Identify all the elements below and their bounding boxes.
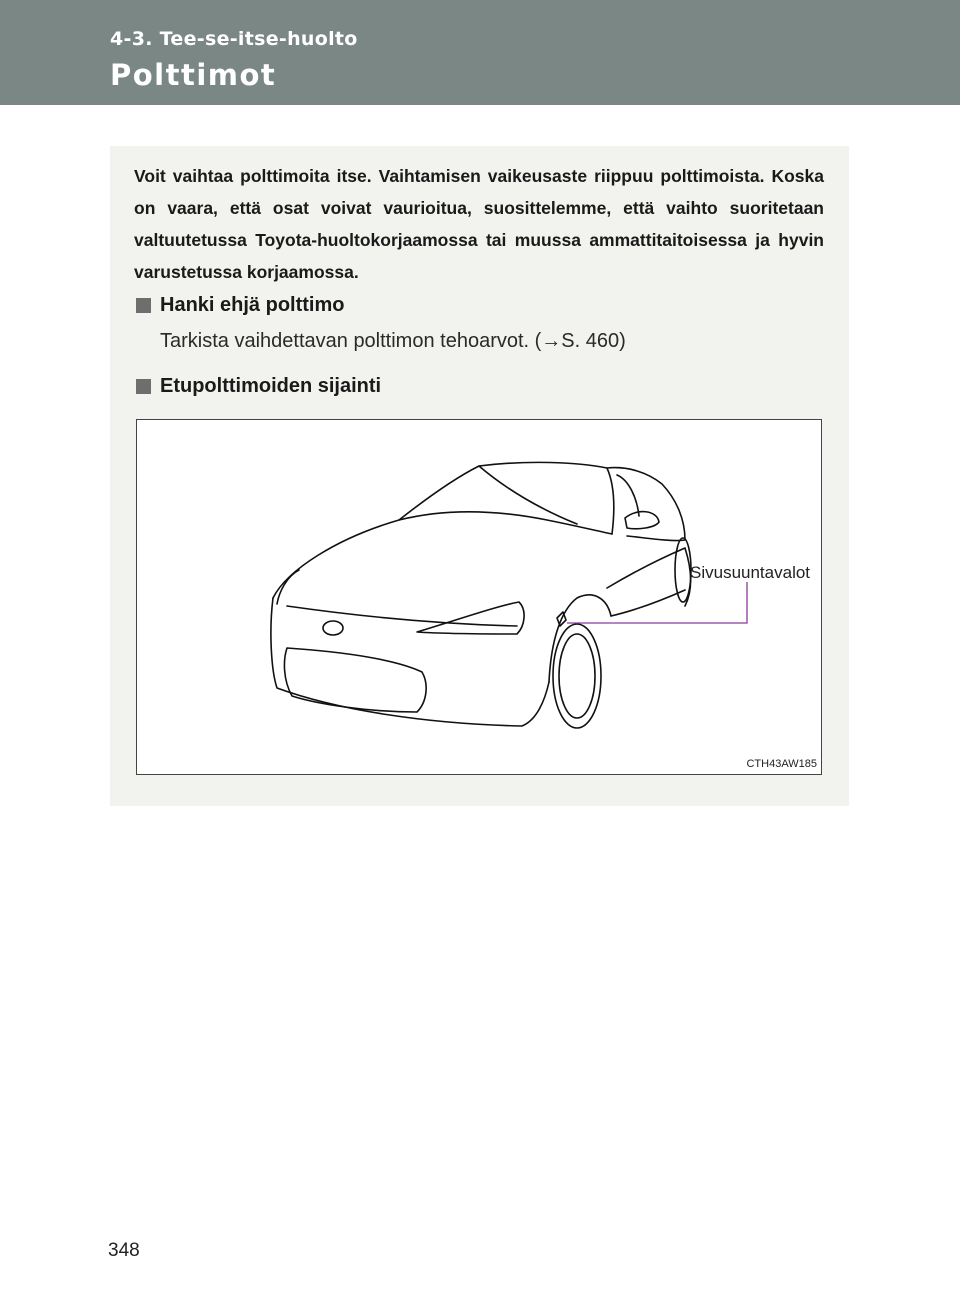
page-title: Polttimot	[110, 58, 277, 92]
check-wattage-text: Tarkista vaihdettavan polttimon tehoarvot. (→S. 460)	[160, 330, 626, 352]
chapter-header	[0, 0, 960, 105]
intro-paragraph: Voit vaihtaa polttimoita itse. Vaihtamisen vaikeusaste riippuu polttimoista. Koska on vaara, että osat voivat vaurioitua, suosittelemme, että vaihto suoritetaan valtuutetussa Toyota-huoltokorjaamossa tai muussa ammattitaitoisessa ja hyvin varustetussa korjaamossa.	[134, 166, 824, 282]
heading-front-bulb-location-label: Etupolttimoiden sijainti	[160, 375, 382, 397]
page-number: 348	[108, 1240, 140, 1261]
content-panel	[110, 146, 849, 806]
figure-code: CTH43AW185	[746, 758, 817, 770]
car-line-drawing	[137, 420, 823, 776]
car-illustration-figure	[136, 419, 822, 775]
heading-get-bulb-label: Hanki ehjä polttimo	[160, 294, 345, 316]
heading-get-bulb	[136, 294, 344, 317]
square-bullet-icon	[136, 379, 151, 394]
heading-front-bulb-location	[136, 375, 381, 398]
square-bullet-icon	[136, 298, 151, 313]
section-label: 4-3. Tee-se-itse-huolto	[110, 28, 358, 50]
side-marker-callout-label: Sivusuuntavalot	[690, 563, 811, 582]
